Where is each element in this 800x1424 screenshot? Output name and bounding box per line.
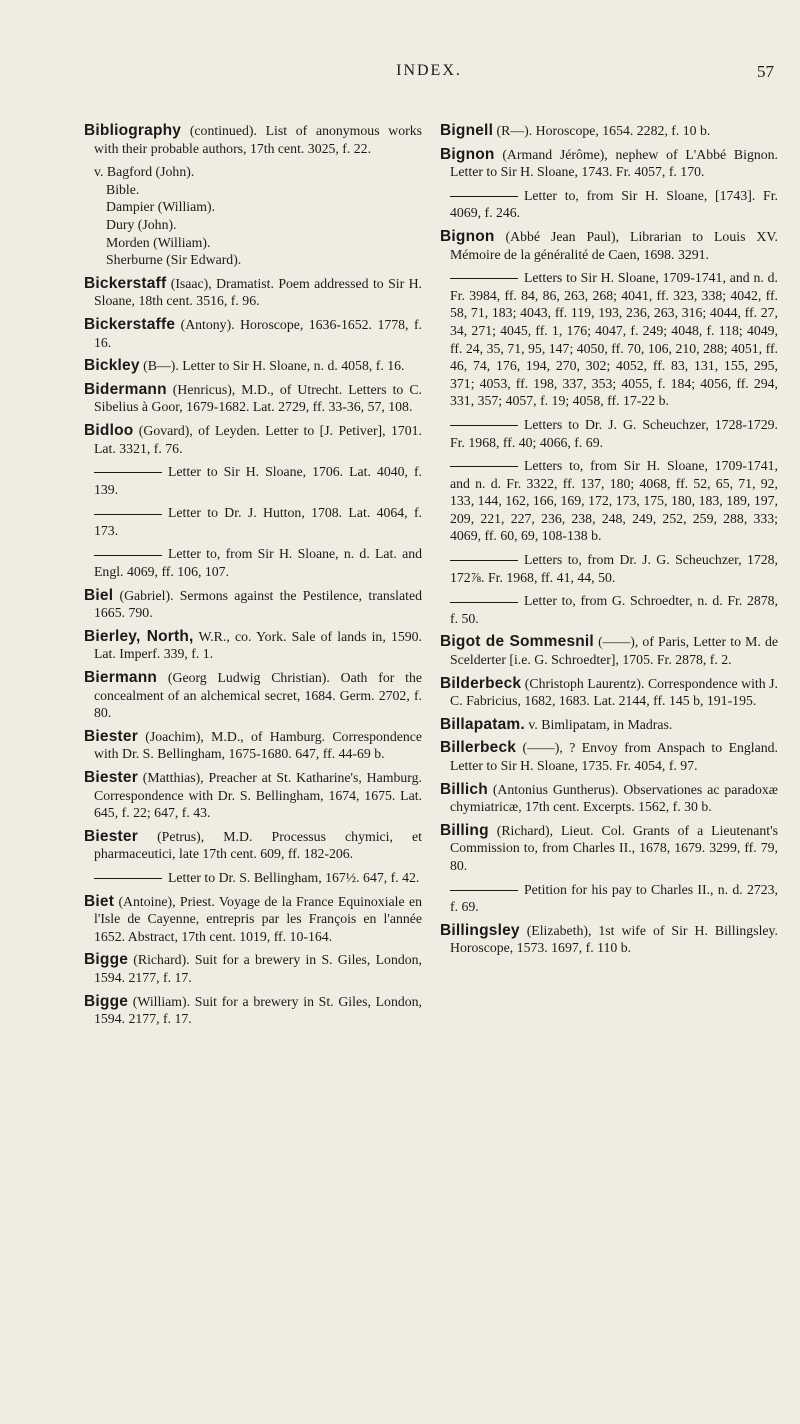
ditto-rule — [450, 560, 518, 561]
page-header — [84, 62, 774, 92]
entry-headword: Bigge — [84, 992, 129, 1010]
entry-headword: Biester — [84, 769, 138, 786]
subentry-text: Letter to, from G. Schroedter, n. d. Fr. 2878, f. 50. — [450, 593, 778, 626]
entry-headword: Billing — [440, 821, 489, 839]
see-also-item: Sherburne (Sir Edward). — [106, 252, 242, 268]
index-subentry — [440, 416, 778, 451]
index-entry — [84, 893, 422, 946]
entry-text: (Antonius Guntherus). Observationes ac paradoxæ chymiatricæ, 17th cent. Excerpts. 1562, f. 30 b. — [450, 781, 778, 815]
see-also-item: Morden (William). — [106, 234, 211, 250]
index-entry — [84, 381, 422, 416]
index-subentry — [440, 881, 778, 916]
subentry-text: Letter to Sir H. Sloane, 1706. Lat. 4040, f. 139. — [94, 464, 422, 497]
subentry-text: Petition for his pay to Charles II., n. d. 2723, f. 69. — [450, 881, 778, 915]
entry-headword: Bickerstaffe — [84, 315, 176, 333]
index-entry — [440, 822, 778, 875]
entry-text: (Christoph Laurentz). Correspondence with J. C. Fabricius, 1682, 1683. Lat. 2144, ff. 145 b, 191-195. — [450, 675, 778, 709]
entry-headword: Bierley, North, — [84, 627, 194, 645]
subentry-text: Letters to Dr. J. G. Scheuchzer, 1728-1729. Fr. 1968, ff. 40; 4066, f. 69. — [450, 416, 778, 450]
subentry-text: Letters to, from Dr. J. G. Scheuchzer, 1728, 172⅞. Fr. 1968, ff. 41, 44, 50. — [450, 552, 778, 585]
ditto-rule — [450, 890, 518, 891]
index-entry — [84, 422, 422, 457]
index-entry — [440, 633, 778, 668]
index-entry — [84, 669, 422, 722]
index-subentry — [440, 187, 778, 222]
entry-text: (Petrus), M.D. Processus chymici, et pharmaceutici, late 17th cent. 609, ff. 182-206. — [94, 828, 422, 862]
see-also-item: Bible. — [106, 181, 140, 197]
subentry-text: Letter to, from Sir H. Sloane, [1743]. Fr. 4069, f. 246. — [450, 187, 778, 221]
index-entry — [84, 122, 422, 157]
entry-text: (Gabriel). Sermons against the Pestilence, translated 1665. 790. — [94, 587, 422, 621]
entry-headword: Billerbeck — [440, 739, 517, 757]
ditto-rule — [450, 602, 518, 603]
entry-text: (Georg Ludwig Christian). Oath for the concealment of an alchemical secret, 1684. Germ. 2702, f. 80. — [94, 670, 422, 721]
subentry-text: Letter to, from Sir H. Sloane, n. d. Lat. and Engl. 4069, ff. 106, 107. — [94, 546, 422, 580]
entry-headword: Biet — [84, 892, 115, 910]
subentry-text: Letter to Dr. S. Bellingham, 167½. 647, f. 42. — [168, 869, 420, 885]
entry-text: (Armand Jérôme), nephew of L'Abbé Bignon. Letter to Sir H. Sloane, 1743. Fr. 4057, f. 170. — [450, 146, 778, 180]
ditto-rule — [94, 514, 162, 515]
entry-text: (——), of Paris, Letter to M. de Scelderter [i.e. G. Schroedter], 1705. Fr. 2878, f. 2. — [450, 634, 778, 668]
entry-headword: Bignell — [440, 122, 494, 139]
entry-text: (Antony). Horoscope, 1636-1652. 1778, f. 16. — [94, 316, 422, 350]
entry-text: (Henricus), M.D., of Utrecht. Letters to C. Sibelius à Goor, 1679-1682. Lat. 2729, ff. 33-36, 57, 108. — [94, 381, 422, 415]
entry-text: (Govard), of Leyden. Letter to [J. Petiver], 1701. Lat. 3321, f. 76. — [94, 422, 422, 456]
index-subentry — [440, 457, 778, 545]
entry-text: (——), ? Envoy from Anspach to England. Letter to Sir H. Sloane, 1735. Fr. 4054, f. 97. — [450, 740, 778, 773]
see-also-item: Dury (John). — [106, 216, 177, 232]
entry-text: W.R., co. York. Sale of lands in, 1590. Lat. Imperf. 339, f. 1. — [94, 628, 422, 662]
ditto-rule — [450, 278, 518, 279]
entry-headword: Biermann — [84, 669, 158, 687]
entry-text: (Joachim), M.D., of Hamburg. Correspondence with Dr. S. Bellingham, 1675-1680. 647, ff. 44-69 b. — [94, 728, 422, 762]
entry-text: (Antoine), Priest. Voyage de la France Equinoxiale en l'Isle de Cayenne, entrepris par les François en l'année 1652. Abstract, 17th cent. 1019, ff. 10-164. — [94, 893, 422, 944]
index-entry — [440, 739, 778, 774]
entry-headword: Biester — [84, 827, 138, 845]
index-entry — [84, 993, 422, 1028]
index-entry — [440, 675, 778, 710]
running-title: INDEX. — [396, 62, 462, 79]
entry-headword: Bignon — [440, 145, 495, 163]
entry-headword: Bickley — [84, 357, 140, 375]
see-also-item: Dampier (William). — [106, 199, 216, 215]
index-subentry — [84, 545, 422, 580]
entry-headword: Bidermann — [84, 380, 167, 398]
subentry-text: Letter to Dr. J. Hutton, 1708. Lat. 4064, f. 173. — [94, 505, 422, 538]
index-entry — [84, 357, 422, 375]
index-subentry — [84, 504, 422, 539]
index-entry — [84, 769, 422, 822]
entry-headword: Bibliography — [84, 122, 182, 139]
ditto-rule — [450, 466, 518, 467]
index-entry — [84, 951, 422, 986]
ditto-rule — [450, 196, 518, 197]
entry-text: (Isaac), Dramatist. Poem addressed to Sir H. Sloane, 18th cent. 3516, f. 96. — [94, 275, 422, 309]
entry-headword: Billich — [440, 780, 488, 798]
index-subentry — [84, 869, 422, 887]
ditto-rule — [94, 472, 162, 473]
entry-headword: Bickerstaff — [84, 274, 167, 292]
entry-text: (Richard). Suit for a brewery in S. Giles, London, 1594. 2177, f. 17. — [94, 952, 422, 985]
entry-text: (continued). List of anonymous works with their probable authors, 17th cent. 3025, f. 22. — [94, 123, 422, 156]
index-entry — [84, 828, 422, 863]
page-number: 57 — [757, 62, 774, 81]
right-column — [440, 122, 778, 963]
index-subentry — [440, 269, 778, 410]
index-entry — [440, 922, 778, 957]
index-entry — [440, 146, 778, 181]
entry-headword: Billingsley — [440, 921, 520, 939]
entry-text: (William). Suit for a brewery in St. Giles, London, 1594. 2177, f. 17. — [94, 993, 422, 1027]
index-entry — [84, 628, 422, 663]
entry-text: (Richard), Lieut. Col. Grants of a Lieutenant's Commission to, from Charles II., 1678, 1679. 3299, ff. 79, 80. — [450, 822, 778, 873]
index-entry — [84, 728, 422, 763]
entry-headword: Bigge — [84, 951, 129, 969]
entry-headword: Billapatam. — [440, 715, 525, 733]
index-entry — [84, 316, 422, 351]
entry-text: (Matthias), Preacher at St. Katharine's, Hamburg. Correspondence with Dr. S. Bellingham, 1674, 1675. Lat. 645, f. 22; 647, f. 43. — [94, 770, 422, 821]
index-entry — [440, 781, 778, 816]
entry-headword: Bigot de Sommesnil — [440, 633, 594, 651]
subentry-text: Letters to, from Sir H. Sloane, 1709-1741, and n. d. Fr. 3322, ff. 137, 180; 4068, ff. 52, 65, 71, 92, 133, 144, 162, 166, 169, 172, 173, 175, 180, 183, 189, 197, 209, 221, 227, 236, 238, 248, 249, 252, 259, 288, 333; 4069, ff. 60, 69, 108-138 b. — [450, 458, 778, 544]
entry-text: v. Bimlipatam, in Madras. — [524, 716, 673, 732]
entry-text: (B—). Letter to Sir H. Sloane, n. d. 4058, f. 16. — [139, 358, 405, 374]
subentry-text: Letters to Sir H. Sloane, 1709-1741, and n. d. Fr. 3984, ff. 84, 86, 263, 268; 4041, ff. 323, 338; 4042, ff. 58, 71, 183; 4043, ff. 119, 193, 236, 263, 316; 4044, ff. 27, 34, 271; 4045, ff. 1, 176; 4047, f. 249; 4048, f. 118; 4049, ff. 24, 35, 71, 95, 147; 4050, ff. 70, 106, 210, 288; 4051, ff. 46, 74, 176, 194, 270, 302; 4052, ff. 83, 131, 155, 295, 371; 4053, ff. 198, 337, 353; 4055, f. 184; 4056, ff. 294, 331, 357; 4057, f. 19; 4058, ff. 17-22 b. — [450, 270, 778, 409]
ditto-rule — [94, 555, 162, 556]
entry-headword: Bignon — [440, 227, 495, 245]
see-also-lead: v. Bagford (John). — [94, 164, 195, 180]
ditto-rule — [450, 425, 518, 426]
entry-text: (R—). Horoscope, 1654. 2282, f. 10 b. — [493, 123, 711, 138]
left-column — [84, 122, 422, 1034]
index-entry — [84, 587, 422, 622]
ditto-rule — [94, 878, 162, 879]
index-subentry — [440, 551, 778, 586]
index-entry — [84, 275, 422, 310]
see-also-list — [84, 163, 422, 269]
index-entry — [440, 716, 778, 734]
entry-headword: Bidloo — [84, 421, 134, 439]
entry-headword: Biester — [84, 727, 138, 745]
entry-text: (Abbé Jean Paul), Librarian to Louis XV. Mémoire de la généralité de Caen, 1698. 3291. — [450, 228, 778, 262]
index-subentry — [84, 463, 422, 498]
index-entry — [440, 228, 778, 263]
index-subentry — [440, 592, 778, 627]
index-entry — [440, 122, 778, 140]
entry-text: (Elizabeth), 1st wife of Sir H. Billingsley. Horoscope, 1573. 1697, f. 110 b. — [450, 922, 778, 956]
entry-headword: Bilderbeck — [440, 674, 522, 692]
entry-headword: Biel — [84, 586, 114, 604]
